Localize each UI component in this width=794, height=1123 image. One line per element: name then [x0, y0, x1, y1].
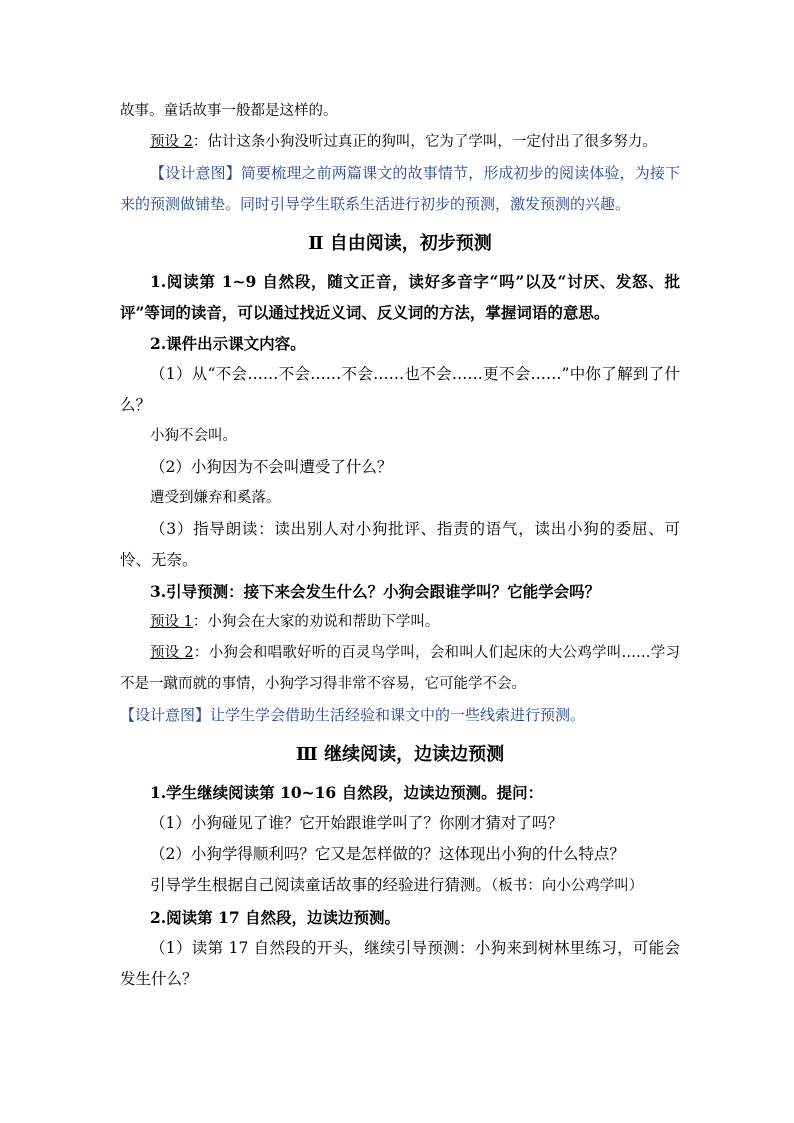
section-heading-3: Ⅲ 继续阅读，边读边预测 [295, 744, 505, 765]
step-1-read: 1.阅读第 1~9 自然段，随文正音，读好多音字“吗”以及“讨厌、发怒、批评”等词的读音，可以通过找近义词、反义词的方法，掌握词语的意思。 [120, 272, 680, 322]
guide-text: 引导学生根据自己阅读童话故事的经验进行猜测。 [150, 876, 492, 894]
answer-1: 小狗不会叫。 [150, 428, 237, 444]
question-1: （1）从“不会……不会……不会……也不会……更不会……”中你了解到了什么？ [120, 365, 680, 414]
step-2-courseware: 2.课件出示课文内容。 [150, 334, 306, 353]
question-5: （2）小狗学得顺利吗？它又是怎样做的？这体现出小狗的什么特点？ [150, 845, 625, 863]
step-1-continue: 1.学生继续阅读第 10~16 自然段，边读边预测。提问： [150, 783, 544, 802]
preset-text: ：小狗会和唱歌好听的百灵鸟学叫，会和叫人们起床的大公鸡学叫……学习不是一蹴而就的事情，小狗学习得非常不容易，它可能学不会。 [120, 645, 680, 692]
design-intent-1: 【设计意图】简要梳理之前两篇课文的故事情节，形成初步的阅读体验，为接下来的预测做铺垫。同时引导学生联系生活进行初步的预测，激发预测的兴趣。 [120, 164, 680, 213]
document-page [120, 96, 680, 995]
step-2-read-17: 2.阅读第 17 自然段，边读边预测。 [150, 908, 401, 927]
answer-2: 遭受到嫌弃和奚落。 [150, 490, 281, 506]
guide-students [120, 870, 680, 902]
preset-text: ：估计这条小狗没听过真正的狗叫，它为了学叫，一定付出了很多努力。 [192, 134, 657, 150]
preset-label: 预设 2 [150, 645, 194, 661]
question-6: （1）读第 17 自然段的开头，继续引导预测：小狗来到树林里练习，可能会发生什么？ [120, 939, 680, 988]
question-4: （1）小狗碰见了谁？它开始跟谁学叫了？你刚才猜对了吗？ [150, 814, 563, 832]
paragraph-preset-2-b [120, 638, 680, 700]
preset-label: 预设 2 [150, 134, 193, 150]
step-3-predict: 3.引导预测：接下来会发生什么？小狗会跟谁学叫？它能学会吗？ [150, 582, 601, 601]
board-note: （板书：向小公鸡学叫） [491, 878, 644, 894]
preset-text: ：小狗会在大家的劝说和帮助下学叫。 [192, 614, 440, 630]
preset-label: 预设 1 [150, 614, 193, 630]
paragraph-preset-2-a [120, 127, 680, 158]
question-3: （3）指导朗读：读出别人对小狗批评、指责的语气，读出小狗的委屈、可怜、无奈。 [120, 520, 680, 569]
paragraph-story-ending: 故事。童话故事一般都是这样的。 [120, 103, 338, 119]
section-heading-2: Ⅱ 自由阅读，初步预测 [308, 233, 492, 254]
design-intent-2: 【设计意图】让学生学会借助生活经验和课文中的一些线索进行预测。 [120, 706, 586, 724]
paragraph-preset-1 [120, 607, 680, 638]
question-2: （2）小狗因为不会叫遭受了什么？ [150, 458, 393, 476]
